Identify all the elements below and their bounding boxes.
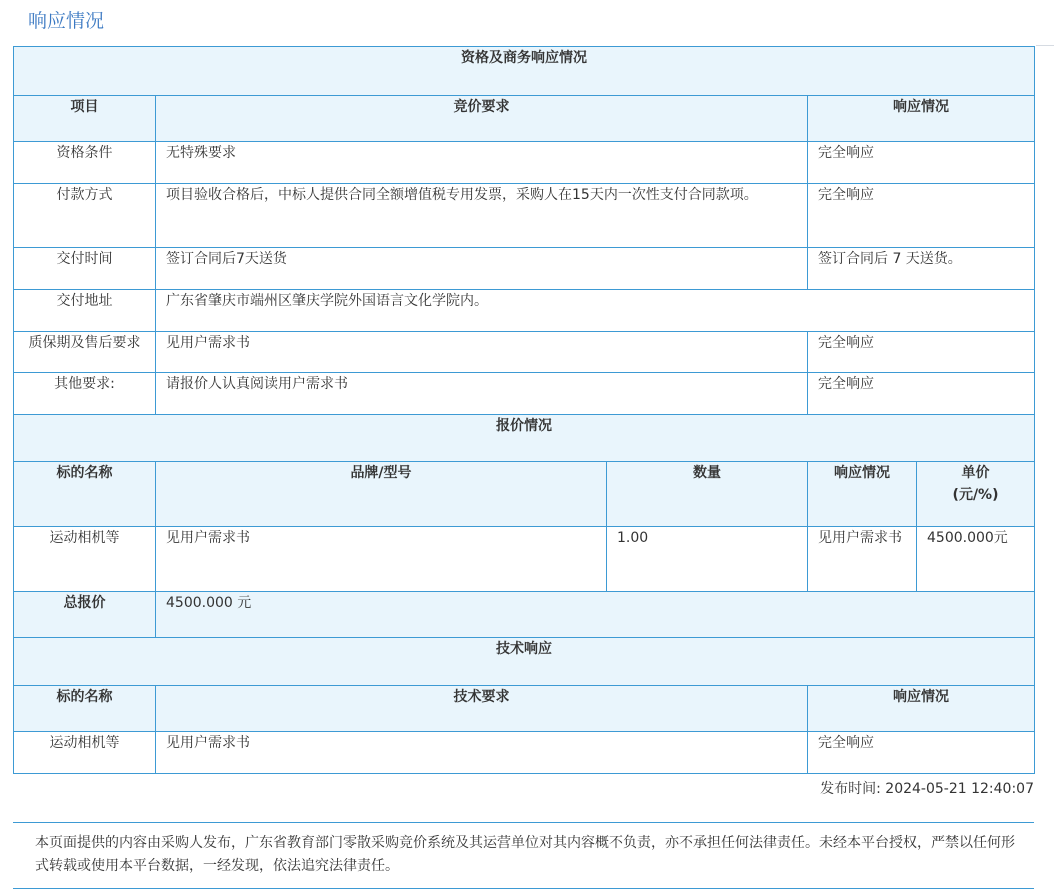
row-response: 完全响应 [808,142,1035,184]
row-response: 完全响应 [808,732,1035,774]
table-row [14,373,1035,415]
row-requirement: 项目验收合格后，中标人提供合同全额增值税专用发票，采购人在15天内一次性支付合同款项。 [156,184,808,248]
row-item: 付款方式 [14,184,156,248]
footer-divider-top [13,822,1034,823]
table-row [14,732,1035,774]
row-quantity: 1.00 [607,527,808,592]
qualification-section-title: 资格及商务响应情况 [14,47,1035,96]
header-item: 项目 [14,96,156,142]
header-brand: 品牌/型号 [156,462,607,527]
total-value: 4500.000 元 [156,592,1035,638]
quote-section-row [14,415,1035,462]
row-requirement: 广东省肇庆市端州区肇庆学院外国语言文化学院内。 [156,290,1035,332]
header-tech-requirement: 技术要求 [156,686,808,732]
header-unit-price [917,462,1035,527]
row-item: 交付地址 [14,290,156,332]
row-name: 运动相机等 [14,732,156,774]
header-name: 标的名称 [14,462,156,527]
row-item: 交付时间 [14,248,156,290]
table-row [14,527,1035,592]
qualification-header-row [14,96,1035,142]
table-row [14,332,1035,373]
header-name: 标的名称 [14,686,156,732]
row-tech-requirement: 见用户需求书 [156,732,808,774]
table-row [14,290,1035,332]
header-unit-price-line2: (元/%) [952,487,999,503]
header-requirement: 竞价要求 [156,96,808,142]
table-row [14,142,1035,184]
footer-divider-bottom [13,888,1034,889]
disclaimer-text: 本页面提供的内容由采购人发布，广东省教育部门零散采购竞价系统及其运营单位对其内容概不负责，亦不承担任何法律责任。未经本平台授权，严禁以任何形式转载或使用本平台数据，一经发现，依法追究法律责任。 [35,835,1015,874]
quote-header-row [14,462,1035,527]
header-unit-price-line1: 单价 [961,465,990,481]
row-item: 其他要求: [14,373,156,415]
technical-header-row [14,686,1035,732]
row-requirement: 无特殊要求 [156,142,808,184]
row-response: 签订合同后 7 天送货。 [808,248,1035,290]
row-response: 完全响应 [808,184,1035,248]
response-table [13,46,1035,774]
technical-section-title: 技术响应 [14,638,1035,686]
row-requirement: 签订合同后7天送货 [156,248,808,290]
row-requirement: 见用户需求书 [156,332,808,373]
publish-time: 发布时间: 2024-05-21 12:40:07 [820,781,1034,797]
row-name: 运动相机等 [14,527,156,592]
row-brand: 见用户需求书 [156,527,607,592]
row-item: 资格条件 [14,142,156,184]
header-response: 响应情况 [808,96,1035,142]
row-unit-price: 4500.000元 [917,527,1035,592]
quote-section-title: 报价情况 [14,415,1035,462]
total-label: 总报价 [14,592,156,638]
technical-section-row [14,638,1035,686]
header-quantity: 数量 [607,462,808,527]
header-response: 响应情况 [808,462,917,527]
row-response: 完全响应 [808,373,1035,415]
row-response: 见用户需求书 [808,527,917,592]
qualification-section-row [14,47,1035,96]
total-row [14,592,1035,638]
table-row [14,184,1035,248]
table-row [14,248,1035,290]
header-response: 响应情况 [808,686,1035,732]
row-response: 完全响应 [808,332,1035,373]
page-title: 响应情况 [28,10,105,32]
row-requirement: 请报价人认真阅读用户需求书 [156,373,808,415]
row-item: 质保期及售后要求 [14,332,156,373]
divider [1036,45,1054,46]
